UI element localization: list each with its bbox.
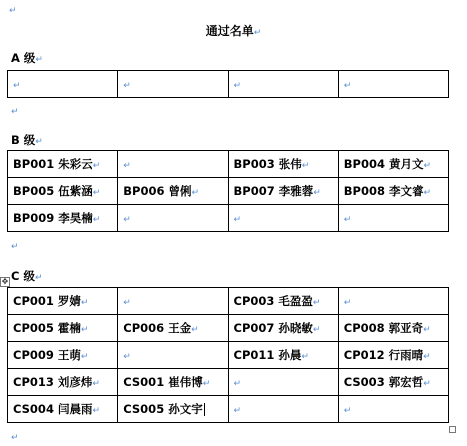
- table-cell[interactable]: [228, 342, 338, 369]
- table-row: [8, 396, 449, 423]
- paragraph-mark: ↵: [11, 107, 19, 117]
- section-heading-b[interactable]: [11, 132, 43, 148]
- table-cell[interactable]: [118, 151, 228, 178]
- table-cell[interactable]: [228, 396, 338, 423]
- table-cell[interactable]: [118, 178, 228, 205]
- table-cell[interactable]: [118, 205, 228, 232]
- cell-end-mark: ↵: [423, 379, 431, 389]
- document-title-text[interactable]: 通过名单: [205, 24, 254, 38]
- cell-text[interactable]: CP011 孙晨: [233, 348, 302, 362]
- table-cell[interactable]: [338, 342, 448, 369]
- table-row: [8, 151, 449, 178]
- cell-text[interactable]: BP004 黄月文: [343, 157, 424, 171]
- cell-end-mark: ↵: [233, 215, 242, 225]
- table-move-handle-icon[interactable]: ✥: [1, 277, 9, 286]
- cell-end-mark: ↵: [13, 81, 21, 91]
- paragraph-mark: ↵: [253, 28, 262, 38]
- cell-text[interactable]: CS005 孙文宇: [123, 402, 203, 416]
- cell-end-mark: ↵: [191, 325, 199, 335]
- cell-end-mark: ↵: [123, 161, 131, 171]
- section-heading-a[interactable]: [11, 50, 43, 66]
- table-cell[interactable]: [228, 369, 338, 396]
- cell-end-mark: ↵: [312, 325, 321, 335]
- grade-c-table[interactable]: [7, 287, 449, 423]
- table-row: [8, 315, 449, 342]
- cell-text[interactable]: CS003 郭宏哲: [343, 375, 424, 389]
- table-cell[interactable]: [338, 71, 448, 98]
- cell-end-mark: ↵: [233, 81, 242, 91]
- cell-end-mark: ↵: [191, 188, 199, 198]
- table-cell[interactable]: [8, 342, 118, 369]
- table-cell[interactable]: [228, 205, 338, 232]
- table-cell[interactable]: [228, 288, 338, 315]
- section-heading-c[interactable]: [11, 268, 43, 284]
- table-cell[interactable]: [8, 315, 118, 342]
- table-cell[interactable]: [118, 315, 228, 342]
- cell-text[interactable]: CP007 孙晓敏: [233, 321, 313, 335]
- cell-text[interactable]: BP009 李昊楠: [13, 211, 93, 225]
- table-row: [8, 178, 449, 205]
- table-row: [8, 369, 449, 396]
- cell-end-mark: ↵: [423, 188, 431, 198]
- cell-end-mark: ↵: [123, 298, 131, 308]
- table-cell[interactable]: [118, 369, 228, 396]
- table-cell[interactable]: [118, 71, 228, 98]
- section-heading-a-text[interactable]: A 级: [11, 51, 36, 65]
- table-cell[interactable]: [118, 342, 228, 369]
- cell-end-mark: ↵: [343, 215, 352, 225]
- cell-end-mark: ↵: [423, 161, 431, 171]
- table-cell[interactable]: [338, 288, 448, 315]
- paragraph-mark: ↵: [35, 55, 43, 65]
- cell-text[interactable]: CP005 霍楠: [13, 321, 81, 335]
- cell-text[interactable]: CS001 崔伟博: [123, 375, 203, 389]
- cell-text[interactable]: BP005 伍紫涵: [13, 184, 93, 198]
- cell-end-mark: ↵: [423, 352, 431, 362]
- table-resize-handle-icon[interactable]: [449, 426, 456, 433]
- table-row: [8, 205, 449, 232]
- table-cell[interactable]: [228, 71, 338, 98]
- cell-text[interactable]: CP009 王萌: [13, 348, 81, 362]
- table-cell[interactable]: [228, 151, 338, 178]
- cell-end-mark: ↵: [343, 406, 352, 416]
- cell-end-mark: ↵: [312, 298, 321, 308]
- table-row: [8, 288, 449, 315]
- cell-text[interactable]: CS004 闫晨雨: [13, 402, 93, 416]
- paragraph-mark: ↵: [34, 273, 43, 283]
- cell-end-mark: ↵: [343, 81, 352, 91]
- grade-a-table[interactable]: [7, 70, 449, 98]
- grade-b-table[interactable]: [7, 150, 449, 232]
- cell-end-mark: ↵: [233, 406, 242, 416]
- table-cell[interactable]: [228, 315, 338, 342]
- cell-text[interactable]: CP008 郭亚奇: [343, 321, 424, 335]
- cell-end-mark: ↵: [80, 325, 89, 335]
- table-cell[interactable]: [228, 178, 338, 205]
- cell-end-mark: ↵: [423, 325, 431, 335]
- table-row: [8, 342, 449, 369]
- cell-text[interactable]: BP006 曾俐: [123, 184, 192, 198]
- cell-end-mark: ↵: [123, 81, 131, 91]
- cell-end-mark: ↵: [92, 215, 101, 225]
- cell-text[interactable]: CP013 刘彦炜: [13, 375, 93, 389]
- cell-text[interactable]: CP003 毛盈盈: [233, 294, 313, 308]
- cell-end-mark: ↵: [92, 406, 100, 416]
- table-cell[interactable]: [338, 396, 448, 423]
- table-cell[interactable]: [8, 205, 118, 232]
- paragraph-mark: ↵: [35, 137, 43, 147]
- cell-end-mark: ↵: [343, 298, 352, 308]
- cell-text[interactable]: CP006 王金: [123, 321, 192, 335]
- cell-end-mark: ↵: [92, 161, 101, 171]
- table-cell[interactable]: [338, 178, 448, 205]
- table-cell[interactable]: [8, 396, 118, 423]
- table-cell[interactable]: [8, 71, 118, 98]
- table-cell[interactable]: [338, 315, 448, 342]
- cell-end-mark: ↵: [233, 379, 242, 389]
- cell-text[interactable]: BP003 张伟: [233, 157, 302, 171]
- text-cursor: [204, 403, 205, 416]
- table-cell[interactable]: [118, 288, 228, 315]
- table-cell[interactable]: [338, 205, 448, 232]
- table-cell[interactable]: [8, 151, 118, 178]
- cell-text[interactable]: CP012 行雨晴: [343, 348, 424, 362]
- cell-text[interactable]: BP007 李雅蓉: [233, 184, 314, 198]
- cell-end-mark: ↵: [80, 352, 89, 362]
- section-heading-b-text[interactable]: B 级: [11, 133, 36, 147]
- table-cell[interactable]: [8, 288, 118, 315]
- cell-end-mark: ↵: [202, 379, 211, 389]
- cell-end-mark: ↵: [301, 161, 310, 171]
- table-cell[interactable]: [338, 151, 448, 178]
- table-cell[interactable]: [8, 369, 118, 396]
- cell-end-mark: ↵: [80, 298, 89, 308]
- document-title[interactable]: [0, 22, 467, 39]
- table-row: [8, 71, 449, 98]
- paragraph-mark: ↵: [9, 6, 17, 16]
- table-cell[interactable]: [338, 369, 448, 396]
- cell-text[interactable]: CP001 罗婧: [13, 294, 81, 308]
- paragraph-mark: ↵: [11, 242, 19, 252]
- cell-end-mark: ↵: [92, 188, 101, 198]
- paragraph-mark: ↵: [11, 433, 19, 443]
- cell-end-mark: ↵: [301, 352, 309, 362]
- cell-text[interactable]: BP008 李文睿: [343, 184, 424, 198]
- table-cell[interactable]: [8, 178, 118, 205]
- cell-end-mark: ↵: [313, 188, 321, 198]
- cell-end-mark: ↵: [123, 352, 131, 362]
- cell-text[interactable]: BP001 朱彩云: [13, 157, 93, 171]
- table-cell[interactable]: [118, 396, 228, 423]
- cell-end-mark: ↵: [92, 379, 100, 389]
- section-heading-c-text[interactable]: C 级: [11, 269, 35, 283]
- cell-end-mark: ↵: [123, 215, 131, 225]
